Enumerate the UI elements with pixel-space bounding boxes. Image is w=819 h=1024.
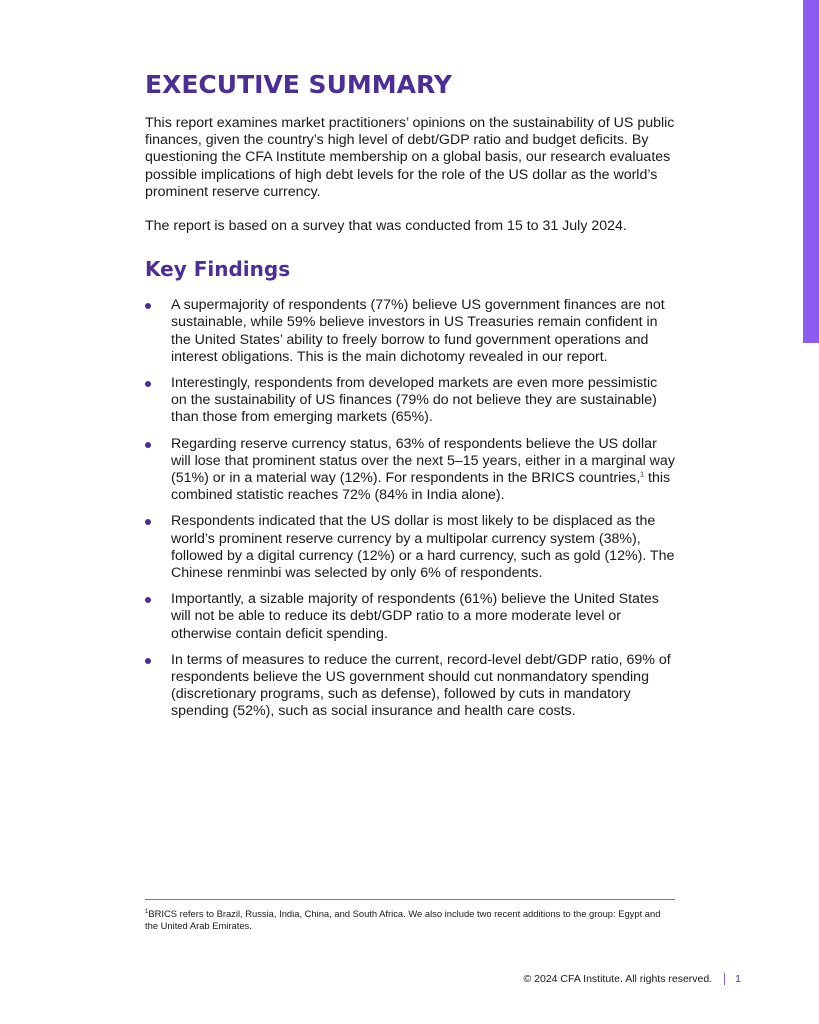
bullet-icon <box>145 303 151 309</box>
footer-separator <box>724 973 725 985</box>
intro-paragraph: This report examines market practitioners’ opinions on the sustainability of US public finances, given the country’s high level of debt/GDP ratio and budget deficits. By questioning the CFA Institute membership on a global basis, our research evaluates possible implications of high debt levels for the role of the US dollar as the world’s prominent reserve currency. <box>145 115 675 200</box>
bullet-icon <box>145 658 151 664</box>
footnote-text: BRICS refers to Brazil, Russia, India, China, and South Africa. We also include two recent additions to the group: Egypt and the United Arab Emirates. <box>145 908 661 932</box>
bullet-icon <box>145 442 151 448</box>
intro-section <box>145 115 675 235</box>
finding-text: Importantly, a sizable majority of respondents (61%) believe the United States will not be able to reduce its debt/GDP ratio to a more moderate level or otherwise contain deficit spending. <box>171 591 659 642</box>
finding-text: Respondents indicated that the US dollar is most likely to be displaced as the world’s prominent reserve currency by a multipolar currency system (38%), followed by a digital currency (12%) or a hard currency, such as gold (12%). The Chinese renminbi was selected by only 6% of respondents. <box>171 513 675 582</box>
bullet-icon <box>145 381 151 387</box>
footnote-marker: 1 <box>145 908 149 915</box>
finding-item <box>145 436 675 505</box>
finding-text-start: Regarding reserve currency status, 63% of respondents believe the US dollar will lose that prominent status over the next 5–15 years, either in a marginal way (51%) or in a material way (12%). For respondents in the BRICS countries, <box>171 435 675 487</box>
page-number: 1 <box>735 973 741 985</box>
finding-item <box>145 591 675 643</box>
finding-item <box>145 513 675 582</box>
footnote-reference-link[interactable]: 1 <box>640 471 645 479</box>
finding-text: A supermajority of respondents (77%) believe US government finances are not sustainable, while 59% believe investors in US Treasuries remain confident in the United States’ ability to freely borrow to fund government operations and interest obligations. This is the main dichotomy revealed in our report. <box>171 297 665 365</box>
finding-text-end: this combined statistic reaches 72% (84% in India alone). <box>171 470 671 504</box>
finding-item <box>145 297 675 366</box>
bullet-icon <box>145 597 151 603</box>
finding-text: In terms of measures to reduce the current, record-level debt/GDP ratio, 69% of respondents believe the US government should cut nonmandatory spending (discretionary programs, such as defense), followed by cuts in mandatory spending (52%), such as social insurance and health care costs. <box>171 651 671 720</box>
finding-item <box>145 375 675 427</box>
page-footer <box>523 973 741 985</box>
footnote <box>145 908 675 933</box>
key-findings-list <box>145 297 675 720</box>
side-accent-tab <box>803 0 819 343</box>
main-content <box>145 70 675 730</box>
finding-item <box>145 652 675 721</box>
page-title: EXECUTIVE SUMMARY <box>145 70 452 99</box>
key-findings-heading: Key Findings <box>145 257 291 282</box>
copyright-text: © 2024 CFA Institute. All rights reserved. <box>523 973 713 985</box>
bullet-icon <box>145 519 151 525</box>
finding-text: Interestingly, respondents from developed markets are even more pessimistic on the sustainability of US finances (79% do not believe they are sustainable) than those from emerging markets (65%). <box>171 375 658 426</box>
survey-date-paragraph: The report is based on a survey that was conducted from 15 to 31 July 2024. <box>145 218 627 235</box>
footnote-divider <box>145 899 675 900</box>
